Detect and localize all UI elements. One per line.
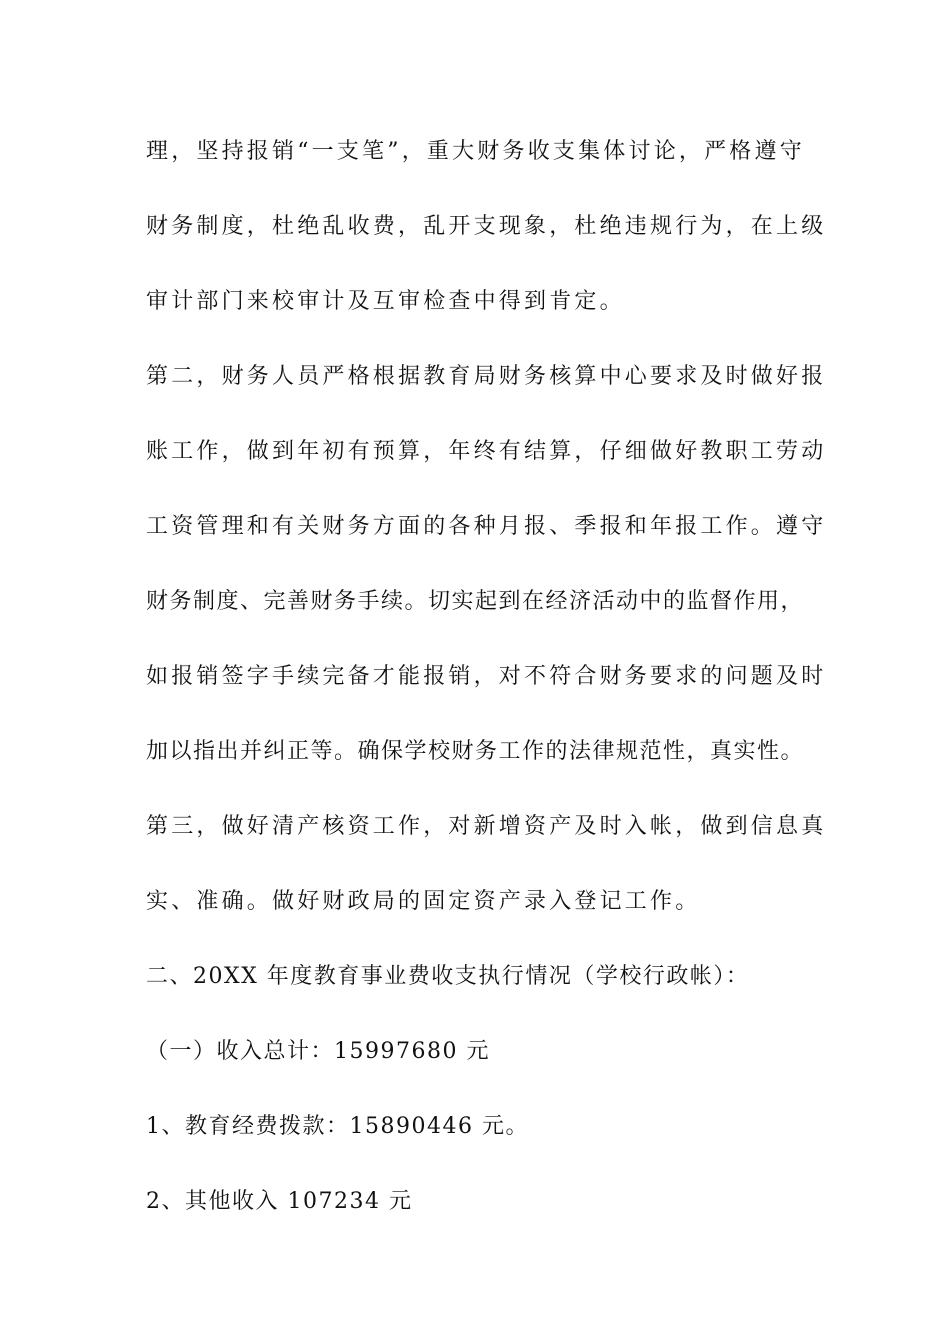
paragraph-line: 加以指出并纠正等。确保学校财务工作的法律规范性，真实性。 — [146, 739, 805, 764]
paragraph-line: 如报销签字手续完备才能报销，对不符合财务要求的问题及时 — [146, 664, 827, 689]
paragraph-line: 第三，做好清产核资工作，对新增资产及时入帐，做到信息真 — [146, 814, 827, 839]
paragraph-line: 账工作，做到年初有预算，年终有结算，仔细做好教职工劳动 — [146, 439, 827, 464]
income-total-line: （一）收入总计：15997680 元 — [146, 1039, 490, 1064]
paragraph-line: 财务制度，杜绝乱收费，乱开支现象，杜绝违规行为，在上级 — [146, 214, 827, 239]
paragraph-line: 财务制度、完善财务手续。切实起到在经济活动中的监督作用， — [146, 589, 805, 614]
section-heading: 二、20XX 年度教育事业费收支执行情况（学校行政帐）： — [146, 964, 750, 989]
paragraph-line: 理，坚持报销“一支笔”，重大财务收支集体讨论，严格遵守 — [146, 139, 805, 164]
income-item-line: 1、教育经费拨款：15890446 元。 — [146, 1114, 529, 1139]
paragraph-line: 审计部门来校审计及互审检查中得到肯定。 — [146, 289, 625, 314]
paragraph-line: 实、准确。做好财政局的固定资产录入登记工作。 — [146, 889, 701, 914]
paragraph-line: 工资管理和有关财务方面的各种月报、季报和年报工作。遵守 — [146, 514, 827, 539]
paragraph-line: 第二，财务人员严格根据教育局财务核算中心要求及时做好报 — [146, 364, 827, 389]
income-item-line: 2、其他收入 107234 元 — [146, 1189, 413, 1214]
